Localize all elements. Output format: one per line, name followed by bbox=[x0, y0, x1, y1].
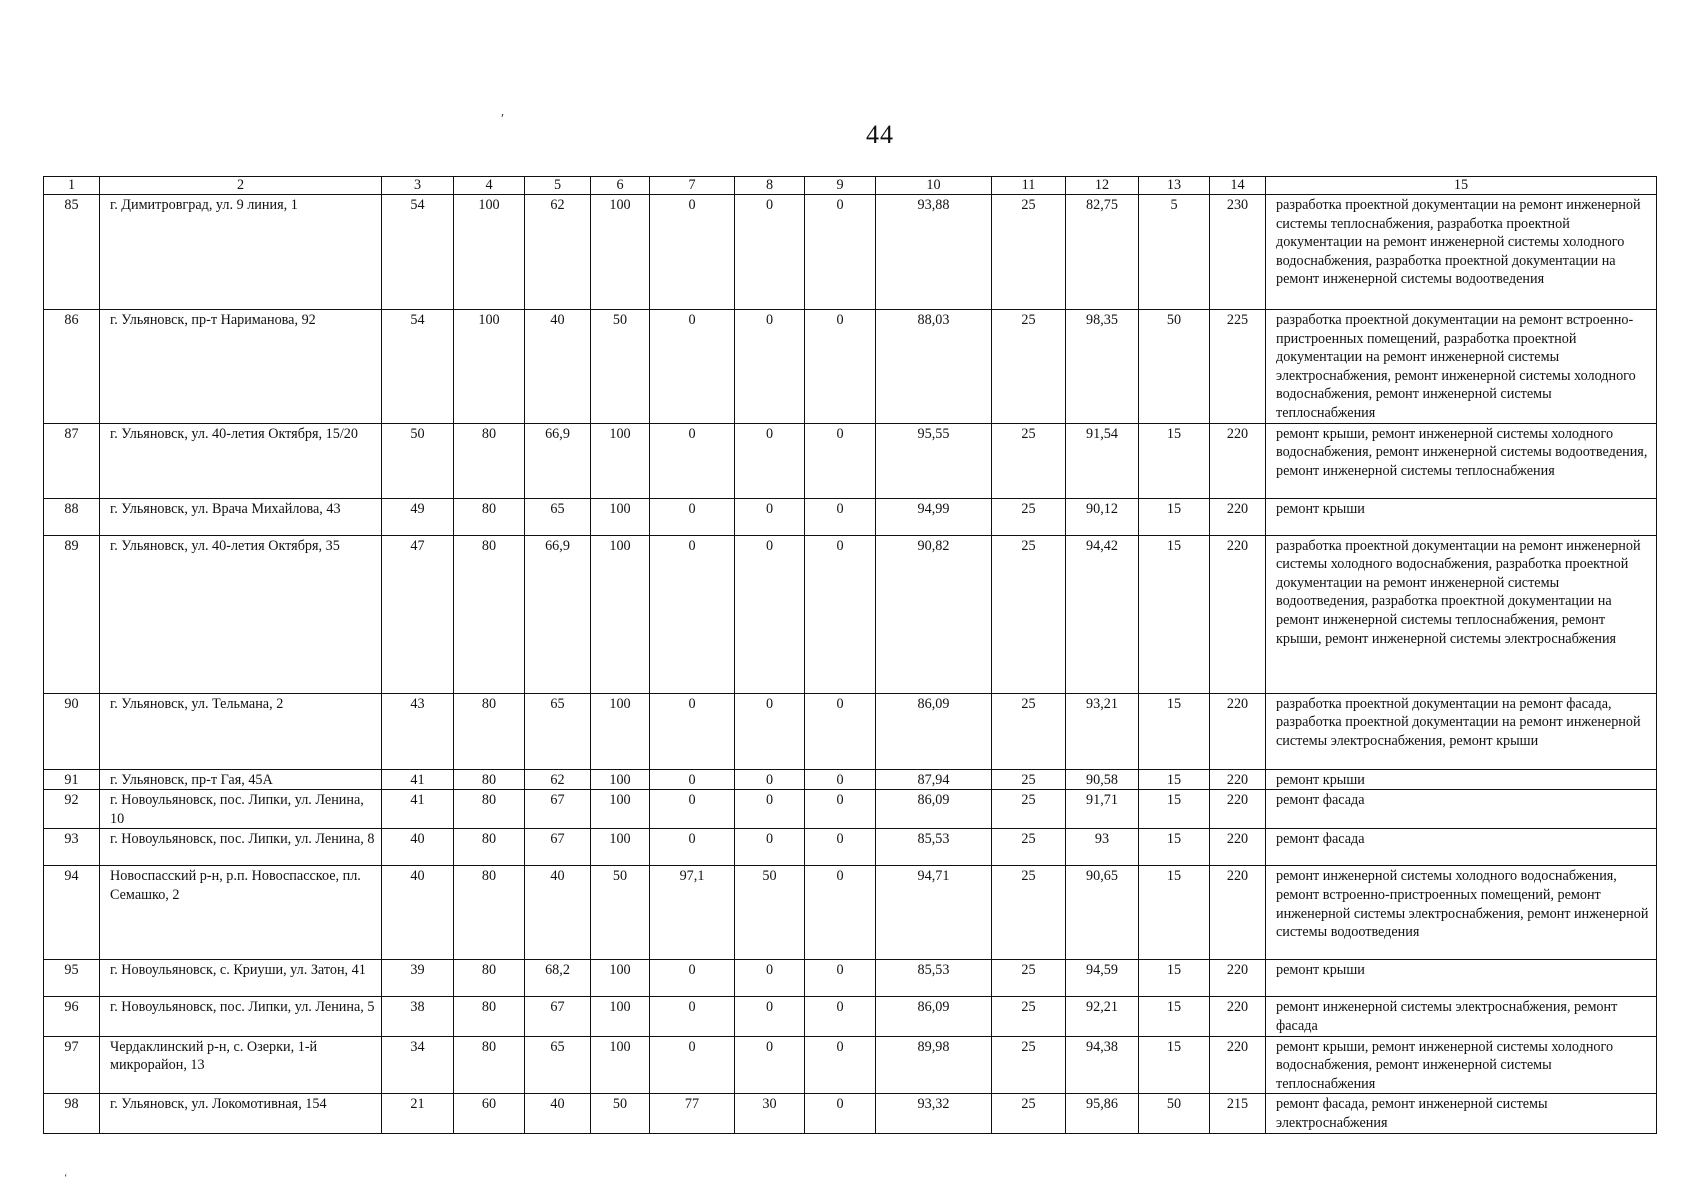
cell-total-score: 220 bbox=[1210, 693, 1266, 769]
cell-col-9: 0 bbox=[805, 1094, 876, 1133]
cell-col-12: 82,75 bbox=[1066, 195, 1139, 310]
cell-work-types: ремонт фасада bbox=[1266, 829, 1657, 866]
cell-col-5: 40 bbox=[525, 866, 591, 960]
column-number-1: 1 bbox=[44, 177, 100, 195]
cell-col-10: 90,82 bbox=[876, 535, 992, 693]
page-number: 44 bbox=[866, 120, 894, 149]
cell-col-13: 15 bbox=[1139, 423, 1210, 498]
cell-col-12: 92,21 bbox=[1066, 997, 1139, 1036]
cell-col-12: 91,71 bbox=[1066, 790, 1139, 829]
cell-col-8: 0 bbox=[735, 310, 805, 424]
cell-col-5: 66,9 bbox=[525, 535, 591, 693]
cell-col-4: 100 bbox=[454, 310, 525, 424]
cell-col-7: 0 bbox=[650, 310, 735, 424]
cell-work-types: разработка проектной документации на ремонт встроенно-пристроенных помещений, разработка проектной документации на ремонт инженерной системы электроснабжения, ремонт инженерной системы холодного водоснабжения, ремонт инженерной системы теплоснабжения bbox=[1266, 310, 1657, 424]
cell-col-5: 62 bbox=[525, 769, 591, 790]
cell-row-number: 96 bbox=[44, 997, 100, 1036]
cell-row-number: 98 bbox=[44, 1094, 100, 1133]
column-number-13: 13 bbox=[1139, 177, 1210, 195]
cell-col-13: 15 bbox=[1139, 997, 1210, 1036]
table-body bbox=[44, 195, 1657, 1134]
cell-col-8: 0 bbox=[735, 498, 805, 535]
cell-col-6: 100 bbox=[591, 423, 650, 498]
cell-col-9: 0 bbox=[805, 423, 876, 498]
cell-col-4: 80 bbox=[454, 829, 525, 866]
cell-col-7: 0 bbox=[650, 693, 735, 769]
cell-col-6: 100 bbox=[591, 769, 650, 790]
cell-col-4: 80 bbox=[454, 960, 525, 997]
cell-col-4: 60 bbox=[454, 1094, 525, 1133]
cell-work-types: ремонт крыши, ремонт инженерной системы холодного водоснабжения, ремонт инженерной системы теплоснабжения bbox=[1266, 1036, 1657, 1094]
table-row bbox=[44, 829, 1657, 866]
cell-row-number: 97 bbox=[44, 1036, 100, 1094]
cell-total-score: 215 bbox=[1210, 1094, 1266, 1133]
cell-total-score: 220 bbox=[1210, 1036, 1266, 1094]
cell-col-12: 90,12 bbox=[1066, 498, 1139, 535]
cell-address: г. Новоульяновск, пос. Липки, ул. Ленина, 8 bbox=[100, 829, 382, 866]
cell-address: г. Ульяновск, пр-т Гая, 45А bbox=[100, 769, 382, 790]
cell-address: г. Ульяновск, ул. Локомотивная, 154 bbox=[100, 1094, 382, 1133]
cell-col-13: 5 bbox=[1139, 195, 1210, 310]
cell-col-13: 15 bbox=[1139, 866, 1210, 960]
cell-col-6: 100 bbox=[591, 195, 650, 310]
table-row bbox=[44, 195, 1657, 310]
cell-total-score: 220 bbox=[1210, 498, 1266, 535]
cell-work-types: разработка проектной документации на ремонт инженерной системы теплоснабжения, разработка проектной документации на ремонт инженерной системы холодного водоснабжения, разработка проектной документации на ремонт инженерной системы водоотведения bbox=[1266, 195, 1657, 310]
cell-col-13: 15 bbox=[1139, 498, 1210, 535]
cell-col-12: 98,35 bbox=[1066, 310, 1139, 424]
cell-col-4: 80 bbox=[454, 693, 525, 769]
table-row bbox=[44, 310, 1657, 424]
cell-col-3: 21 bbox=[382, 1094, 454, 1133]
cell-col-5: 62 bbox=[525, 195, 591, 310]
cell-col-6: 100 bbox=[591, 829, 650, 866]
cell-col-10: 86,09 bbox=[876, 997, 992, 1036]
cell-col-8: 30 bbox=[735, 1094, 805, 1133]
cell-col-3: 40 bbox=[382, 866, 454, 960]
cell-col-11: 25 bbox=[992, 535, 1066, 693]
cell-col-5: 65 bbox=[525, 693, 591, 769]
cell-col-7: 0 bbox=[650, 195, 735, 310]
cell-col-5: 66,9 bbox=[525, 423, 591, 498]
cell-address: г. Ульяновск, ул. Врача Михайлова, 43 bbox=[100, 498, 382, 535]
cell-total-score: 220 bbox=[1210, 535, 1266, 693]
cell-col-6: 50 bbox=[591, 310, 650, 424]
cell-col-8: 0 bbox=[735, 1036, 805, 1094]
document-table-sheet bbox=[43, 176, 1656, 1134]
cell-col-10: 94,99 bbox=[876, 498, 992, 535]
cell-address: г. Ульяновск, ул. Тельмана, 2 bbox=[100, 693, 382, 769]
column-number-6: 6 bbox=[591, 177, 650, 195]
cell-col-3: 40 bbox=[382, 829, 454, 866]
cell-col-4: 80 bbox=[454, 866, 525, 960]
cell-col-7: 97,1 bbox=[650, 866, 735, 960]
cell-address: Чердаклинский р-н, с. Озерки, 1-й микрорайон, 13 bbox=[100, 1036, 382, 1094]
cell-col-4: 80 bbox=[454, 423, 525, 498]
cell-col-10: 93,32 bbox=[876, 1094, 992, 1133]
cell-col-9: 0 bbox=[805, 310, 876, 424]
cell-col-13: 50 bbox=[1139, 310, 1210, 424]
cell-col-11: 25 bbox=[992, 769, 1066, 790]
cell-col-6: 100 bbox=[591, 790, 650, 829]
cell-col-5: 65 bbox=[525, 1036, 591, 1094]
cell-col-9: 0 bbox=[805, 997, 876, 1036]
cell-address: Новоспасский р-н, р.п. Новоспасское, пл. Семашко, 2 bbox=[100, 866, 382, 960]
cell-row-number: 86 bbox=[44, 310, 100, 424]
cell-col-10: 85,53 bbox=[876, 960, 992, 997]
cell-col-10: 86,09 bbox=[876, 693, 992, 769]
cell-col-7: 0 bbox=[650, 960, 735, 997]
cell-col-6: 100 bbox=[591, 535, 650, 693]
cell-address: г. Ульяновск, ул. 40-летия Октября, 35 bbox=[100, 535, 382, 693]
cell-col-3: 38 bbox=[382, 997, 454, 1036]
column-number-11: 11 bbox=[992, 177, 1066, 195]
column-number-8: 8 bbox=[735, 177, 805, 195]
cell-col-4: 80 bbox=[454, 498, 525, 535]
cell-col-4: 80 bbox=[454, 535, 525, 693]
cell-col-9: 0 bbox=[805, 829, 876, 866]
cell-col-8: 0 bbox=[735, 997, 805, 1036]
cell-col-8: 0 bbox=[735, 535, 805, 693]
cell-col-13: 50 bbox=[1139, 1094, 1210, 1133]
cell-row-number: 95 bbox=[44, 960, 100, 997]
cell-col-10: 95,55 bbox=[876, 423, 992, 498]
cell-work-types: ремонт крыши, ремонт инженерной системы холодного водоснабжения, ремонт инженерной системы водоотведения, ремонт инженерной системы теплоснабжения bbox=[1266, 423, 1657, 498]
cell-col-9: 0 bbox=[805, 693, 876, 769]
cell-col-8: 0 bbox=[735, 195, 805, 310]
cell-col-6: 100 bbox=[591, 997, 650, 1036]
cell-col-9: 0 bbox=[805, 195, 876, 310]
cell-col-12: 94,38 bbox=[1066, 1036, 1139, 1094]
cell-row-number: 93 bbox=[44, 829, 100, 866]
column-number-row bbox=[44, 177, 1657, 195]
cell-col-7: 0 bbox=[650, 769, 735, 790]
cell-col-9: 0 bbox=[805, 535, 876, 693]
table-row bbox=[44, 693, 1657, 769]
cell-total-score: 220 bbox=[1210, 997, 1266, 1036]
cell-col-10: 89,98 bbox=[876, 1036, 992, 1094]
cell-total-score: 220 bbox=[1210, 423, 1266, 498]
column-number-7: 7 bbox=[650, 177, 735, 195]
cell-row-number: 94 bbox=[44, 866, 100, 960]
cell-row-number: 85 bbox=[44, 195, 100, 310]
cell-col-9: 0 bbox=[805, 769, 876, 790]
cell-col-4: 80 bbox=[454, 1036, 525, 1094]
cell-col-7: 0 bbox=[650, 829, 735, 866]
table-row bbox=[44, 866, 1657, 960]
cell-work-types: ремонт фасада, ремонт инженерной системы электроснабжения bbox=[1266, 1094, 1657, 1133]
cell-work-types: ремонт инженерной системы холодного водоснабжения, ремонт встроенно-пристроенных помещений, ремонт инженерной системы электроснабжения, ремонт инженерной системы водоотведения bbox=[1266, 866, 1657, 960]
cell-col-8: 0 bbox=[735, 423, 805, 498]
cell-col-6: 100 bbox=[591, 960, 650, 997]
cell-col-11: 25 bbox=[992, 498, 1066, 535]
cell-total-score: 220 bbox=[1210, 769, 1266, 790]
cell-address: г. Новоульяновск, с. Криуши, ул. Затон, 41 bbox=[100, 960, 382, 997]
cell-col-12: 90,65 bbox=[1066, 866, 1139, 960]
cell-col-3: 41 bbox=[382, 769, 454, 790]
table-row bbox=[44, 423, 1657, 498]
cell-col-8: 0 bbox=[735, 960, 805, 997]
cell-total-score: 225 bbox=[1210, 310, 1266, 424]
cell-row-number: 88 bbox=[44, 498, 100, 535]
cell-col-3: 50 bbox=[382, 423, 454, 498]
table-row bbox=[44, 1036, 1657, 1094]
table-row bbox=[44, 790, 1657, 829]
cell-col-10: 88,03 bbox=[876, 310, 992, 424]
column-number-2: 2 bbox=[100, 177, 382, 195]
cell-col-9: 0 bbox=[805, 498, 876, 535]
cell-col-4: 80 bbox=[454, 790, 525, 829]
cell-col-7: 0 bbox=[650, 498, 735, 535]
cell-col-3: 49 bbox=[382, 498, 454, 535]
cell-total-score: 220 bbox=[1210, 866, 1266, 960]
table-row bbox=[44, 997, 1657, 1036]
column-number-10: 10 bbox=[876, 177, 992, 195]
cell-row-number: 89 bbox=[44, 535, 100, 693]
column-number-15: 15 bbox=[1266, 177, 1657, 195]
cell-row-number: 92 bbox=[44, 790, 100, 829]
cell-col-10: 86,09 bbox=[876, 790, 992, 829]
cell-col-7: 0 bbox=[650, 997, 735, 1036]
cell-col-6: 100 bbox=[591, 693, 650, 769]
cell-total-score: 220 bbox=[1210, 829, 1266, 866]
cell-col-13: 15 bbox=[1139, 535, 1210, 693]
cell-col-10: 87,94 bbox=[876, 769, 992, 790]
cell-col-11: 25 bbox=[992, 195, 1066, 310]
cell-col-11: 25 bbox=[992, 693, 1066, 769]
cell-col-4: 100 bbox=[454, 195, 525, 310]
cell-row-number: 90 bbox=[44, 693, 100, 769]
column-number-14: 14 bbox=[1210, 177, 1266, 195]
table-row bbox=[44, 498, 1657, 535]
cell-col-6: 50 bbox=[591, 1094, 650, 1133]
cell-col-8: 0 bbox=[735, 693, 805, 769]
column-number-12: 12 bbox=[1066, 177, 1139, 195]
cell-col-7: 0 bbox=[650, 535, 735, 693]
cell-col-4: 80 bbox=[454, 997, 525, 1036]
cell-col-7: 0 bbox=[650, 423, 735, 498]
cell-work-types: ремонт инженерной системы электроснабжения, ремонт фасада bbox=[1266, 997, 1657, 1036]
cell-col-5: 40 bbox=[525, 1094, 591, 1133]
cell-col-11: 25 bbox=[992, 829, 1066, 866]
cell-col-11: 25 bbox=[992, 960, 1066, 997]
cell-col-13: 15 bbox=[1139, 693, 1210, 769]
cell-col-13: 15 bbox=[1139, 960, 1210, 997]
cell-col-12: 95,86 bbox=[1066, 1094, 1139, 1133]
cell-col-7: 0 bbox=[650, 1036, 735, 1094]
cell-col-13: 15 bbox=[1139, 769, 1210, 790]
cell-col-11: 25 bbox=[992, 997, 1066, 1036]
cell-col-11: 25 bbox=[992, 1094, 1066, 1133]
cell-col-8: 0 bbox=[735, 829, 805, 866]
cell-col-12: 90,58 bbox=[1066, 769, 1139, 790]
column-number-3: 3 bbox=[382, 177, 454, 195]
cell-col-10: 94,71 bbox=[876, 866, 992, 960]
cell-col-11: 25 bbox=[992, 310, 1066, 424]
cell-col-13: 15 bbox=[1139, 790, 1210, 829]
cell-col-6: 100 bbox=[591, 498, 650, 535]
cell-col-3: 43 bbox=[382, 693, 454, 769]
cell-work-types: разработка проектной документации на ремонт фасада, разработка проектной документации на ремонт инженерной системы электроснабжения, ремонт крыши bbox=[1266, 693, 1657, 769]
cell-col-7: 0 bbox=[650, 790, 735, 829]
cell-col-4: 80 bbox=[454, 769, 525, 790]
cell-address: г. Димитровград, ул. 9 линия, 1 bbox=[100, 195, 382, 310]
column-number-9: 9 bbox=[805, 177, 876, 195]
table-row bbox=[44, 535, 1657, 693]
cell-col-7: 77 bbox=[650, 1094, 735, 1133]
cell-row-number: 87 bbox=[44, 423, 100, 498]
cell-total-score: 220 bbox=[1210, 960, 1266, 997]
cell-col-6: 50 bbox=[591, 866, 650, 960]
cell-col-8: 0 bbox=[735, 769, 805, 790]
scan-speck: ′ bbox=[501, 112, 505, 127]
cell-work-types: ремонт крыши bbox=[1266, 960, 1657, 997]
cell-col-10: 93,88 bbox=[876, 195, 992, 310]
cell-col-11: 25 bbox=[992, 866, 1066, 960]
cell-col-12: 93 bbox=[1066, 829, 1139, 866]
cell-work-types: разработка проектной документации на ремонт инженерной системы холодного водоснабжения, разработка проектной документации на ремонт инженерной системы водоотведения, разработка проектной документации на ремонт инженерной системы теплоснабжения, ремонт крыши, ремонт инженерной системы электроснабжения bbox=[1266, 535, 1657, 693]
cell-row-number: 91 bbox=[44, 769, 100, 790]
cell-work-types: ремонт крыши bbox=[1266, 769, 1657, 790]
cell-address: г. Новоульяновск, пос. Липки, ул. Ленина, 10 bbox=[100, 790, 382, 829]
cell-col-5: 68,2 bbox=[525, 960, 591, 997]
cell-col-6: 100 bbox=[591, 1036, 650, 1094]
cell-col-11: 25 bbox=[992, 423, 1066, 498]
cell-col-12: 93,21 bbox=[1066, 693, 1139, 769]
cell-address: г. Ульяновск, пр-т Нариманова, 92 bbox=[100, 310, 382, 424]
cell-col-5: 67 bbox=[525, 790, 591, 829]
cell-address: г. Ульяновск, ул. 40-летия Октября, 15/20 bbox=[100, 423, 382, 498]
cell-col-5: 65 bbox=[525, 498, 591, 535]
cell-col-3: 41 bbox=[382, 790, 454, 829]
cell-col-12: 91,54 bbox=[1066, 423, 1139, 498]
table-row bbox=[44, 1094, 1657, 1133]
cell-col-3: 34 bbox=[382, 1036, 454, 1094]
cell-address: г. Новоульяновск, пос. Липки, ул. Ленина, 5 bbox=[100, 997, 382, 1036]
cell-col-5: 67 bbox=[525, 829, 591, 866]
cell-col-11: 25 bbox=[992, 790, 1066, 829]
cell-col-10: 85,53 bbox=[876, 829, 992, 866]
cell-work-types: ремонт крыши bbox=[1266, 498, 1657, 535]
repair-priority-table bbox=[43, 176, 1657, 1134]
cell-col-9: 0 bbox=[805, 1036, 876, 1094]
cell-total-score: 230 bbox=[1210, 195, 1266, 310]
table-row bbox=[44, 769, 1657, 790]
cell-col-3: 39 bbox=[382, 960, 454, 997]
cell-col-12: 94,59 bbox=[1066, 960, 1139, 997]
cell-col-3: 54 bbox=[382, 195, 454, 310]
cell-col-5: 40 bbox=[525, 310, 591, 424]
column-number-4: 4 bbox=[454, 177, 525, 195]
cell-col-8: 50 bbox=[735, 866, 805, 960]
column-number-5: 5 bbox=[525, 177, 591, 195]
cell-col-9: 0 bbox=[805, 790, 876, 829]
scan-speck: ‘ bbox=[64, 1173, 68, 1184]
cell-work-types: ремонт фасада bbox=[1266, 790, 1657, 829]
cell-col-9: 0 bbox=[805, 960, 876, 997]
cell-col-5: 67 bbox=[525, 997, 591, 1036]
cell-col-12: 94,42 bbox=[1066, 535, 1139, 693]
cell-col-3: 54 bbox=[382, 310, 454, 424]
cell-col-8: 0 bbox=[735, 790, 805, 829]
cell-col-3: 47 bbox=[382, 535, 454, 693]
cell-col-11: 25 bbox=[992, 1036, 1066, 1094]
cell-col-13: 15 bbox=[1139, 829, 1210, 866]
cell-col-13: 15 bbox=[1139, 1036, 1210, 1094]
cell-total-score: 220 bbox=[1210, 790, 1266, 829]
table-row bbox=[44, 960, 1657, 997]
cell-col-9: 0 bbox=[805, 866, 876, 960]
